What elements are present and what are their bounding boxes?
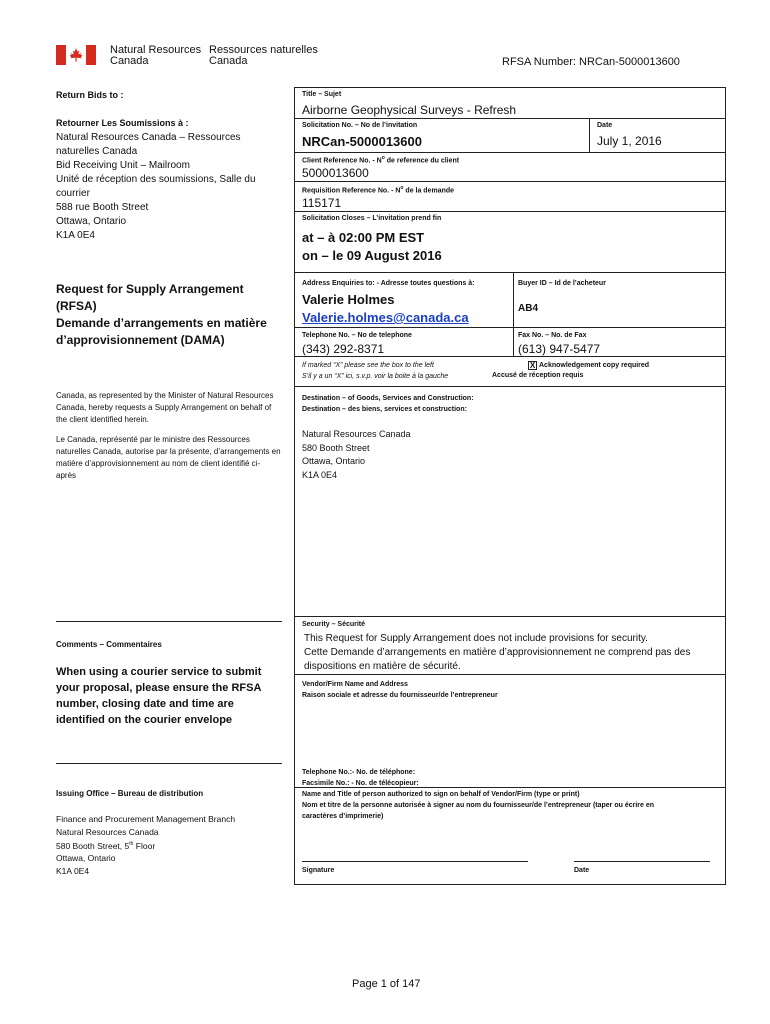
address-line: Natural Resources Canada – Ressources xyxy=(56,132,241,143)
destination-address: Natural Resources Canada 580 Booth Street Ottawa, Ontario K1A 0E4 xyxy=(302,429,411,480)
courier-notice-line: number, closing date and time are xyxy=(56,698,234,710)
address-line: Ottawa, Ontario xyxy=(56,216,127,227)
vendor-contact-labels: Telephone No.:- No. de téléphone: Facsimile No.: - No. de télécopieur: xyxy=(302,769,419,787)
canada-statement-line: naturelles Canada, autorise par la présente, d’arrangements en xyxy=(56,447,281,456)
rfsa-number: RFSA Number: NRCan-5000013600 xyxy=(502,56,680,68)
retourner-label: Retourner Les Soumissions à : xyxy=(56,118,189,128)
canada-flag-logo xyxy=(56,45,96,65)
courier-notice-line: When using a courier service to submit xyxy=(56,666,262,678)
courier-notice xyxy=(56,664,261,728)
acknowledgement: X Acknowledgement copy required xyxy=(529,360,650,370)
signature-label: Signature xyxy=(302,867,335,874)
solicitation-label: Solicitation No. – No de l’invitation xyxy=(302,122,418,129)
courier-notice-line: your proposal, please ensure the RFSA xyxy=(56,682,262,694)
canada-statement-en xyxy=(56,390,273,426)
canada-statement-line: the client identified herein. xyxy=(56,415,149,424)
title-value: Airborne Geophysical Surveys - Refresh xyxy=(302,103,517,117)
address-line: Bid Receiving Unit – Mailroom xyxy=(56,160,190,171)
vendor-label: Vendor/Firm Name and Address Raison sociale et adresse du fournisseur/de l’entrepreneur xyxy=(302,681,498,699)
acknowledgement-checkbox[interactable]: X xyxy=(529,360,536,370)
closes-label: Solicitation Closes – L’invitation prend fin xyxy=(302,215,442,222)
client-reference-label: Client Reference No. - $N^o$ de reference du client xyxy=(302,155,460,165)
address-line: K1A 0E4 xyxy=(56,230,95,241)
signature-date-label: Date xyxy=(574,867,590,874)
issuing-office-label: Issuing Office – Bureau de distribution xyxy=(56,789,204,798)
courier-notice-line: identified on the courier envelope xyxy=(56,714,233,726)
security-statement: This Request for Supply Arrangement does not include provisions for security. Cette Demande d’arrangements en matière d’approvisionnement ne comprend pas des dispositions en matière de sécurité. xyxy=(304,633,691,672)
canada-statement-line: après xyxy=(56,471,77,480)
contact-name: Valerie Holmes xyxy=(302,292,395,307)
issuing-office-address: Finance and Procurement Management Branch Natural Resources Canada 580 Booth Street, 5th Floor Ottawa, Ontario K1A 0E4 xyxy=(56,814,236,876)
return-bids-label: Return Bids to : xyxy=(56,90,124,100)
date-label: Date xyxy=(597,122,613,129)
buyer-id-label: Buyer ID – Id de l’acheteur xyxy=(518,280,606,287)
date-value: July 1, 2016 xyxy=(597,134,662,148)
address-line: 588 rue Booth Street xyxy=(56,202,149,213)
fax-label: Fax No. – No. de Fax xyxy=(518,332,587,339)
contact-info xyxy=(302,291,469,327)
authorized-person-label: Name and Title of person authorized to sign on behalf of Vendor/Firm (type or print) Nom et titre de la personne autorisée à signer au nom du fournisseur/de l’entrepreneur (taper ou écrire en caractères d’imprimerie) xyxy=(302,791,655,820)
org-name-fr: Ressources naturelles Canada xyxy=(209,44,318,67)
request-title-line: (RFSA) xyxy=(56,299,97,313)
date-line xyxy=(574,861,710,862)
page-number: Page 1 of 147 xyxy=(352,978,421,990)
address-line: courrier xyxy=(56,188,90,199)
title-label: Title – Sujet xyxy=(302,91,342,98)
address-line: Unité de réception des soumissions, Salle du xyxy=(56,174,256,185)
request-title-line: Demande d’arrangements en matière xyxy=(56,316,267,330)
request-title-line: Request for Supply Arrangement xyxy=(56,282,244,296)
marked-note: If marked “X” please see the box to the left S’il y a un “X” ici, s.v.p. voir la boite à la gauche xyxy=(302,362,449,380)
fax-value: (613) 947-5477 xyxy=(518,342,601,356)
comments-label: Comments – Commentaires xyxy=(56,640,162,649)
security-label: Security – Sécurité xyxy=(302,621,366,628)
closing-date-time: at – à 02:00 PM EST on – le 09 August 2016 xyxy=(302,230,442,263)
contact-email-link[interactable]: Valerie.holmes@canada.ca xyxy=(302,310,469,325)
address-enquiries-label: Address Enquiries to: - Adresse toutes questions à: xyxy=(302,280,475,287)
buyer-id-value: AB4 xyxy=(518,303,539,314)
requisition-value: 115171 xyxy=(302,196,342,210)
address-line: naturelles Canada xyxy=(56,146,138,157)
org-name-en: Natural Resources Canada xyxy=(110,44,202,67)
telephone-value: (343) 292-8371 xyxy=(302,342,385,356)
canada-statement-line: Le Canada, représenté par le ministre des Ressources xyxy=(56,435,250,444)
client-reference-value: 5000013600 xyxy=(302,166,369,180)
acknowledgement-fr: Accusé de réception requis xyxy=(492,372,584,379)
canada-statement-line: Canada, as represented by the Minister of Natural Resources xyxy=(56,391,274,400)
canada-statement-line: Canada, hereby requests a Supply Arrangement on behalf of xyxy=(56,403,272,412)
canada-statement-line: matière d’approvisionnement au nom de client identifié ci- xyxy=(56,459,261,468)
telephone-label: Telephone No. – No de telephone xyxy=(302,332,412,339)
requisition-label: Requisition Reference No. - $N^o$ de la demande xyxy=(302,185,455,195)
solicitation-form xyxy=(294,87,726,885)
canada-statement-fr xyxy=(56,434,281,482)
solicitation-value: NRCan-5000013600 xyxy=(302,134,422,149)
request-title xyxy=(56,281,267,349)
request-title-line: d’approvisionnement (DAMA) xyxy=(56,333,225,347)
return-address xyxy=(56,131,256,243)
signature-line xyxy=(302,861,528,862)
destination-label: Destination – of Goods, Services and Construction: Destination – des biens, services et construction: xyxy=(302,395,474,413)
